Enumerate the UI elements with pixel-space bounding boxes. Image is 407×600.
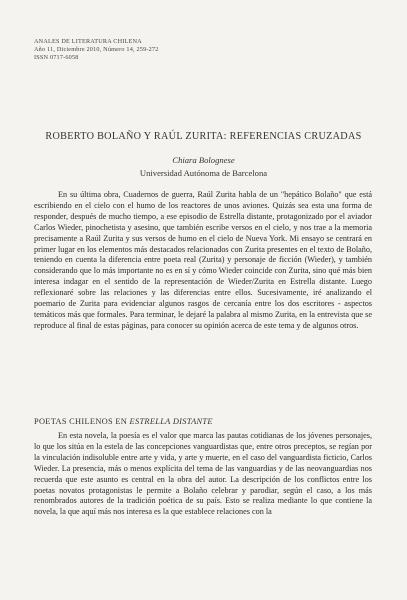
- journal-issn: ISSN 0717-6058: [34, 54, 79, 61]
- journal-name: ANALES DE LITERATURA CHILENA: [34, 38, 142, 45]
- section-heading: [34, 417, 213, 426]
- article-title: ROBERTO BOLAÑO Y RAÚL ZURITA: REFERENCIAS CRUZADAS: [45, 131, 362, 142]
- section-heading-prefix: POETAS CHILENOS EN: [34, 417, 128, 426]
- journal-header: [34, 38, 159, 62]
- body-paragraph: En esta novela, la poesía es el valor que marca las pautas cotidianas de los jóvenes personajes, lo que los sitúa en la estela de las concepciones vanguardistas que, entre otros preceptos, se regían por la vinculación indisoluble entre arte y vida, y arte y muerte, en el caso del vanguardista ficticio, Carlos Wieder. La presencia, más o menos explícita del tema de las vanguardias y de las neovanguardias nos recuerda que este asunto es central en la obra del autor. La descripción de los conflictos entre los poetas novatos protagonistas le permite a Bolaño celebrar y parodiar, según el caso, a los más renombrados autores de la tradición poética de su país. Esto se realiza mediante lo que contiene la novela, la que aquí más nos interesa es la que establece relaciones con la: [34, 431, 372, 517]
- abstract-paragraph: En su última obra, Cuadernos de guerra, Raúl Zurita habla de un "hepático Bolaño" que está escribiendo en el cielo con el humo de los reactores de unos aviones. Quizás sea esta una forma de responder, después de mucho tiempo, a ese episodio de Estrella distante, protagonizado por el aviador Carlos Wieder, pinochetista y asesino, que también escribe versos en el cielo, y nos trae a la memoria precisamente a Raúl Zurita y sus versos de humo en el cielo de Nueva York. Mi ensayo se centrará en primer lugar en los elementos más destacados relacionados con Zurita presentes en el texto de Bolaño, teniendo en cuenta la diferencia entre poeta real (Zurita) y personaje de ficción (Wieder), y también considerando que lo más importante no es en sí y cómo Wieder coincide con Zurita, sino qué más bien interesa indagar en el sentido de la representación de Wieder/Zurita en Estrella distante. Luego reflexionaré sobre las relaciones y las diferencias entre ellos. Sucesivamente, iré analizando el poemario de Zurita para evidenciar algunos rasgos de cercanía entre los dos escritores - aspectos temáticos más que formales. Para terminar, le dejaré la palabra al mismo Zurita, en la entrevista que se reproduce al final de estas páginas, para conocer su opinión acerca de este tema y de algunos otros.: [34, 190, 372, 330]
- author-affiliation: Universidad Autónoma de Barcelona: [139, 168, 268, 178]
- author-name: Chiara Bolognese: [172, 155, 235, 165]
- section-heading-italic: ESTRELLA DISTANTE: [129, 417, 213, 426]
- journal-issue: Año 11, Diciembre 2010, Número 14, 259-272: [34, 46, 159, 53]
